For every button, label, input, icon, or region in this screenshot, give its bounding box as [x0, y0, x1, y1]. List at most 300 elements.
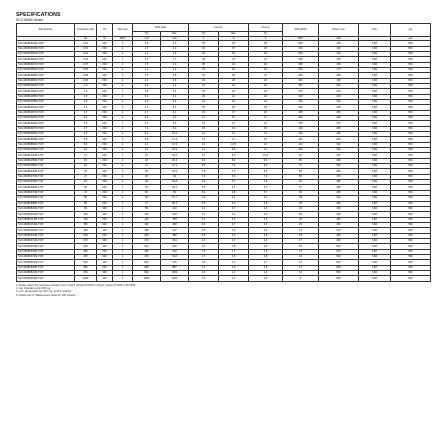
cell-isat-typ: 33 [189, 67, 219, 72]
cell-srf: 270 [283, 89, 319, 94]
cell-qty: 500 [391, 73, 431, 78]
cell-tolerance: ±20 [97, 99, 113, 104]
unit-cell: A [189, 36, 219, 41]
cell-tolerance: ±20 [97, 206, 113, 211]
cell-test-freq: 1 [113, 153, 133, 158]
cell-dcr-typ: 71 [133, 201, 161, 206]
cell-pkg: T&R [359, 41, 391, 46]
cell-qty: 500 [391, 46, 431, 51]
cell-dcr-typ: 1.5 [133, 62, 161, 67]
cell-power-loss: 480 [319, 233, 359, 238]
cell-dcr-typ: 4.7 [133, 110, 161, 115]
cell-isat-max: 17 [219, 110, 249, 115]
cell-irms-typ: 5.7 [249, 190, 283, 195]
cell-pkg: T&R [359, 260, 391, 265]
cell-tolerance: ±20 [97, 270, 113, 275]
cell-srf: 700 [283, 46, 319, 51]
cell-pkg: T&R [359, 137, 391, 142]
cell-isat-max: 7.0 [219, 169, 249, 174]
cell-pkg: T&R [359, 126, 391, 131]
cell-test-freq: 1 [113, 94, 133, 99]
cell-isat-max: 3.3 [219, 212, 249, 217]
cell-dcr-typ: 2.8 [133, 89, 161, 94]
cell-isat-max: 5.7 [219, 180, 249, 185]
note-line: 2. Isat: Inductance drop 30% typ. [16, 286, 51, 290]
cell-power-loss: 390 [319, 185, 359, 190]
cell-power-loss: 210 [319, 89, 359, 94]
cell-dcr-max: 23.4 [161, 158, 189, 163]
cell-qty: 500 [391, 132, 431, 137]
cell-srf: 9 [283, 276, 319, 281]
cell-irms-typ: 1.7 [249, 260, 283, 265]
cell-part-number: SCC16080R56M-TOP [17, 67, 75, 72]
cell-srf: 360 [283, 73, 319, 78]
cell-dcr-max: 10.6 [161, 132, 189, 137]
cell-dcr-max: 2.8 [161, 78, 189, 83]
cell-inductance: 82 [75, 206, 97, 211]
cell-isat-typ: 1.7 [189, 254, 219, 259]
cell-isat-max: 10.5 [219, 142, 249, 147]
note-line: 1. Please specify the inductance tolerance. For L<10uH, choose M=±20%; L≥10uH, choose K=±10% or M=±20%. [16, 283, 137, 287]
cell-qty: 500 [391, 110, 431, 115]
cell-power-loss: 150 [319, 57, 359, 62]
cell-inductance: 4.7 [75, 126, 97, 131]
cell-srf: 100 [283, 148, 319, 153]
cell-dcr-typ: 472 [133, 254, 161, 259]
spec-table [16, 23, 431, 282]
cell-part-number: SCC160801R8M-TOP [17, 99, 75, 104]
cell-pkg: T&R [359, 57, 391, 62]
cell-qty: 500 [391, 99, 431, 104]
cell-tolerance: ±20 [97, 185, 113, 190]
cell-isat-max: 1.4 [219, 260, 249, 265]
cell-srf: 43 [283, 190, 319, 195]
cell-qty: 500 [391, 67, 431, 72]
cell-tolerance: ±20 [97, 105, 113, 110]
cell-tolerance: ±20 [97, 51, 113, 56]
spec-table-body [17, 41, 431, 281]
cell-part-number: SCC16080150M-TOP [17, 158, 75, 163]
cell-irms-typ: 14 [249, 132, 283, 137]
cell-part-number: SCC16080R22M-TOP [17, 51, 75, 56]
cell-test-freq: 1 [113, 228, 133, 233]
cell-inductance: 10 [75, 148, 97, 153]
cell-pkg: T&R [359, 249, 391, 254]
cell-dcr-max: 32.5 [161, 169, 189, 174]
cell-isat-typ: 45 [189, 41, 219, 46]
cell-irms-typ: 9.6 [249, 158, 283, 163]
cell-inductance: 15 [75, 158, 97, 163]
cell-part-number: SCC16080561M-TOP [17, 260, 75, 265]
cell-isat-typ: 9.2 [189, 158, 219, 163]
cell-dcr-max: 354 [161, 238, 189, 243]
cell-power-loss: 330 [319, 153, 359, 158]
cell-irms-typ: 36 [249, 46, 283, 51]
cell-inductance: 2.7 [75, 110, 97, 115]
cell-dcr-max: 159 [161, 217, 189, 222]
cell-tolerance: ±20 [97, 169, 113, 174]
cell-pkg: T&R [359, 132, 391, 137]
header-qty: Qty [391, 24, 431, 37]
cell-isat-typ: 1.4 [189, 265, 219, 270]
cell-isat-max: 14 [219, 121, 249, 126]
cell-irms-typ: 23 [249, 89, 283, 94]
cell-dcr-typ: 8.2 [133, 132, 161, 137]
cell-test-freq: 1 [113, 206, 133, 211]
cell-pkg: T&R [359, 201, 391, 206]
cell-test-freq: 1 [113, 260, 133, 265]
cell-part-number: SCC16080101M-TOP [17, 212, 75, 217]
cell-tolerance: ±20 [97, 276, 113, 281]
cell-tolerance: ±20 [97, 132, 113, 137]
cell-isat-max: 2.5 [219, 228, 249, 233]
header-pkg: Pkg [359, 24, 391, 37]
unit-cell: MHz [283, 36, 319, 41]
cell-test-freq: 1 [113, 164, 133, 169]
cell-qty: 500 [391, 196, 431, 201]
cell-dcr-max: 887 [161, 265, 189, 270]
cell-dcr-typ: 36 [133, 180, 161, 185]
cell-dcr-typ: 30 [133, 174, 161, 179]
cell-inductance: 5.6 [75, 132, 97, 137]
cell-irms-typ: 27 [249, 73, 283, 78]
cell-dcr-typ: 9.5 [133, 137, 161, 142]
cell-qty: 500 [391, 116, 431, 121]
cell-isat-typ: 29 [189, 78, 219, 83]
cell-part-number: SCC16080151M-TOP [17, 222, 75, 227]
cell-tolerance: ±20 [97, 249, 113, 254]
cell-dcr-typ: 59 [133, 196, 161, 201]
cell-tolerance: ±20 [97, 212, 113, 217]
cell-dcr-typ: 822 [133, 270, 161, 275]
note-line: 3. Irms: Temperature rise 40°C typ. at 25°C ambient. [16, 290, 72, 294]
cell-tolerance: ±20 [97, 174, 113, 179]
cell-srf: 11 [283, 265, 319, 270]
cell-test-freq: 1 [113, 238, 133, 243]
cell-dcr-typ: 222 [133, 233, 161, 238]
cell-isat-max: 7.6 [219, 164, 249, 169]
unit-cell: A [219, 36, 249, 41]
cell-power-loss: 470 [319, 228, 359, 233]
cell-inductance: 1.8 [75, 99, 97, 104]
cell-irms-typ: 8.9 [249, 164, 283, 169]
cell-tolerance: ±20 [97, 254, 113, 259]
cell-power-loss: 160 [319, 62, 359, 67]
cell-power-loss: 200 [319, 83, 359, 88]
cell-dcr-typ: 3.6 [133, 99, 161, 104]
cell-isat-max: 20 [219, 99, 249, 104]
cell-inductance: 6.8 [75, 137, 97, 142]
cell-dcr-typ: 102 [133, 212, 161, 217]
header-dcr-group: DCR (mΩ) [133, 24, 189, 32]
cell-isat-typ: 2.1 [189, 244, 219, 249]
cell-pkg: T&R [359, 228, 391, 233]
cell-srf: 450 [283, 62, 319, 67]
cell-irms-typ: 4.4 [249, 206, 283, 211]
cell-isat-max: 28 [219, 73, 249, 78]
cell-dcr-typ: 3.2 [133, 94, 161, 99]
cell-test-freq: 1 [113, 57, 133, 62]
cell-inductance: 18 [75, 164, 97, 169]
cell-dcr-max: 16.9 [161, 148, 189, 153]
cell-inductance: 120 [75, 217, 97, 222]
cell-dcr-typ: 122 [133, 217, 161, 222]
cell-pkg: T&R [359, 158, 391, 163]
cell-isat-typ: 1.9 [189, 249, 219, 254]
cell-test-freq: 1 [113, 110, 133, 115]
cell-dcr-typ: 5.4 [133, 116, 161, 121]
cell-dcr-typ: 25 [133, 169, 161, 174]
cell-inductance: 0.15 [75, 46, 97, 51]
cell-test-freq: 1 [113, 254, 133, 259]
cell-part-number: SCC16080120M-TOP [17, 153, 75, 158]
cell-pkg: T&R [359, 212, 391, 217]
cell-irms-typ: 5.2 [249, 196, 283, 201]
cell-pkg: T&R [359, 148, 391, 153]
cell-srf: 47 [283, 185, 319, 190]
cell-isat-max: 2.2 [219, 233, 249, 238]
cell-power-loss: 320 [319, 148, 359, 153]
cell-srf: 130 [283, 132, 319, 137]
cell-srf: 14 [283, 249, 319, 254]
cell-inductance: 27 [75, 174, 97, 179]
cell-srf: 140 [283, 126, 319, 131]
cell-dcr-max: 14.3 [161, 142, 189, 147]
cell-inductance: 0.22 [75, 51, 97, 56]
cell-qty: 500 [391, 212, 431, 217]
cell-qty: 500 [391, 265, 431, 270]
cell-part-number: SCC16080331M-TOP [17, 244, 75, 249]
cell-pkg: T&R [359, 196, 391, 201]
cell-power-loss: 490 [319, 238, 359, 243]
cell-pkg: T&R [359, 238, 391, 243]
cell-power-loss: 130 [319, 46, 359, 51]
cell-srf: 52 [283, 180, 319, 185]
cell-pkg: T&R [359, 174, 391, 179]
cell-power-loss: 370 [319, 174, 359, 179]
cell-srf: 90 [283, 153, 319, 158]
cell-pkg: T&R [359, 105, 391, 110]
cell-test-freq: 1 [113, 132, 133, 137]
cell-dcr-max: 46.8 [161, 180, 189, 185]
cell-inductance: 0.47 [75, 62, 97, 67]
cell-dcr-max: 2.2 [161, 67, 189, 72]
cell-irms-typ: 13 [249, 137, 283, 142]
cell-pkg: T&R [359, 142, 391, 147]
cell-test-freq: 1 [113, 201, 133, 206]
header-tolerance: Tol [97, 24, 113, 37]
header-isat-group: Isat (A) [189, 24, 249, 32]
cell-pkg: T&R [359, 51, 391, 56]
cell-tolerance: ±20 [97, 244, 113, 249]
cell-isat-typ: 14 [189, 132, 219, 137]
cell-srf: 240 [283, 94, 319, 99]
cell-power-loss: 250 [319, 110, 359, 115]
cell-srf: 80 [283, 158, 319, 163]
cell-part-number: SCC160801R0M-TOP [17, 83, 75, 88]
cell-inductance: 270 [75, 238, 97, 243]
cell-pkg: T&R [359, 276, 391, 281]
unit-cell: uH [75, 36, 97, 41]
cell-tolerance: ±20 [97, 94, 113, 99]
cell-irms-typ: 2.4 [249, 238, 283, 243]
cell-isat-typ: 11 [189, 148, 219, 153]
cell-dcr-typ: 15 [133, 153, 161, 158]
cell-power-loss: 170 [319, 67, 359, 72]
cell-isat-typ: 13 [189, 137, 219, 142]
cell-pkg: T&R [359, 164, 391, 169]
cell-pkg: T&R [359, 270, 391, 275]
cell-power-loss: 380 [319, 180, 359, 185]
cell-irms-typ: 19 [249, 105, 283, 110]
cell-part-number: SCC160803R9M-TOP [17, 121, 75, 126]
cell-inductance: 680 [75, 265, 97, 270]
cell-srf: 29 [283, 212, 319, 217]
cell-test-freq: 1 [113, 249, 133, 254]
cell-inductance: 220 [75, 233, 97, 238]
cell-pkg: T&R [359, 116, 391, 121]
cell-isat-max: 8.2 [219, 158, 249, 163]
cell-power-loss: 430 [319, 206, 359, 211]
cell-part-number: SCC16080820M-TOP [17, 206, 75, 211]
cell-qty: 500 [391, 169, 431, 174]
cell-isat-typ: 1.6 [189, 260, 219, 265]
cell-test-freq: 1 [113, 89, 133, 94]
unit-cell: mW [319, 36, 359, 41]
cell-isat-max: 24 [219, 83, 249, 88]
cell-irms-typ: 11 [249, 148, 283, 153]
cell-part-number: SCC16080102M-TOP [17, 276, 75, 281]
cell-inductance: 1.0 [75, 83, 97, 88]
cell-part-number: SCC16080R47M-TOP [17, 62, 75, 67]
cell-power-loss: 540 [319, 265, 359, 270]
cell-tolerance: ±20 [97, 126, 113, 131]
cell-dcr-max: 289 [161, 233, 189, 238]
cell-srf: 110 [283, 142, 319, 147]
cell-qty: 500 [391, 153, 431, 158]
cell-qty: 500 [391, 217, 431, 222]
cell-isat-max: 33 [219, 57, 249, 62]
cell-isat-typ: 3.7 [189, 212, 219, 217]
cell-irms-typ: 8.1 [249, 169, 283, 174]
cell-inductance: 0.10 [75, 41, 97, 46]
cell-dcr-typ: 42 [133, 185, 161, 190]
cell-isat-typ: 1.2 [189, 276, 219, 281]
cell-isat-typ: 31 [189, 73, 219, 78]
cell-dcr-max: 65 [161, 190, 189, 195]
cell-tolerance: ±20 [97, 180, 113, 185]
cell-pkg: T&R [359, 153, 391, 158]
cell-dcr-max: 1.3 [161, 46, 189, 51]
cell-dcr-typ: 2.2 [133, 78, 161, 83]
cell-part-number: SCC16080681M-TOP [17, 265, 75, 270]
cell-pkg: T&R [359, 46, 391, 51]
cell-isat-max: 4.0 [219, 201, 249, 206]
cell-dcr-max: 2.0 [161, 62, 189, 67]
cell-inductance: 180 [75, 228, 97, 233]
cell-power-loss: 300 [319, 137, 359, 142]
cell-inductance: 470 [75, 254, 97, 259]
cell-test-freq: 1 [113, 190, 133, 195]
cell-dcr-typ: 1.1 [133, 51, 161, 56]
cell-isat-typ: 7.8 [189, 169, 219, 174]
cell-tolerance: ±20 [97, 265, 113, 270]
cell-isat-typ: 27 [189, 83, 219, 88]
cell-irms-typ: 16 [249, 121, 283, 126]
cell-dcr-max: 92.3 [161, 201, 189, 206]
cell-test-freq: 1 [113, 105, 133, 110]
cell-part-number: SCC16080471M-TOP [17, 254, 75, 259]
cell-isat-typ: 2.5 [189, 233, 219, 238]
cell-power-loss: 460 [319, 222, 359, 227]
cell-irms-typ: 25 [249, 83, 283, 88]
cell-isat-typ: 6.4 [189, 180, 219, 185]
cell-qty: 500 [391, 148, 431, 153]
cell-pkg: T&R [359, 67, 391, 72]
cell-qty: 500 [391, 228, 431, 233]
cell-dcr-max: 5.3 [161, 105, 189, 110]
cell-irms-typ: 30 [249, 62, 283, 67]
cell-test-freq: 1 [113, 126, 133, 131]
cell-isat-typ: 40 [189, 51, 219, 56]
header-test-freq: Test Freq [113, 24, 133, 37]
cell-inductance: 560 [75, 260, 97, 265]
cell-tolerance: ±20 [97, 62, 113, 67]
cell-dcr-typ: 682 [133, 265, 161, 270]
cell-dcr-max: 237 [161, 228, 189, 233]
spec-page [16, 12, 430, 297]
cell-dcr-typ: 2.5 [133, 83, 161, 88]
cell-isat-typ: 38 [189, 57, 219, 62]
page-title: SPECIFICATIONS [16, 12, 61, 18]
cell-isat-max: 4.4 [219, 196, 249, 201]
cell-irms-typ: 6.3 [249, 185, 283, 190]
cell-isat-max: 1.5 [219, 254, 249, 259]
cell-tolerance: ±20 [97, 121, 113, 126]
cell-isat-max: 22 [219, 89, 249, 94]
cell-inductance: 150 [75, 222, 97, 227]
cell-irms-typ: 1.5 [249, 265, 283, 270]
cell-pkg: T&R [359, 94, 391, 99]
cell-tolerance: ±20 [97, 46, 113, 51]
header-irms-group: Irms (A) [249, 24, 283, 32]
cell-qty: 500 [391, 126, 431, 131]
cell-dcr-max: 1.2 [161, 41, 189, 46]
cell-isat-typ: 22 [189, 99, 219, 104]
cell-srf: 15 [283, 244, 319, 249]
cell-part-number: SCC160801R5M-TOP [17, 94, 75, 99]
cell-irms-typ: 10.5 [249, 153, 283, 158]
cell-isat-typ: 7.0 [189, 174, 219, 179]
cell-isat-max: 3.0 [219, 217, 249, 222]
cell-isat-max: 2.7 [219, 222, 249, 227]
cell-part-number: SCC16080R68M-TOP [17, 73, 75, 78]
cell-dcr-typ: 50 [133, 190, 161, 195]
cell-pkg: T&R [359, 99, 391, 104]
cell-dcr-typ: 1.3 [133, 57, 161, 62]
cell-pkg: T&R [359, 180, 391, 185]
cell-dcr-typ: 13 [133, 148, 161, 153]
cell-tolerance: ±20 [97, 190, 113, 195]
cell-isat-max: 11 [219, 137, 249, 142]
cell-tolerance: ±20 [97, 73, 113, 78]
cell-power-loss: 420 [319, 201, 359, 206]
cell-power-loss: 360 [319, 169, 359, 174]
cell-part-number: SCC16080560M-TOP [17, 196, 75, 201]
cell-qty: 500 [391, 201, 431, 206]
cell-part-number: SCC16080821M-TOP [17, 270, 75, 275]
cell-part-number: SCC160808R2M-TOP [17, 142, 75, 147]
